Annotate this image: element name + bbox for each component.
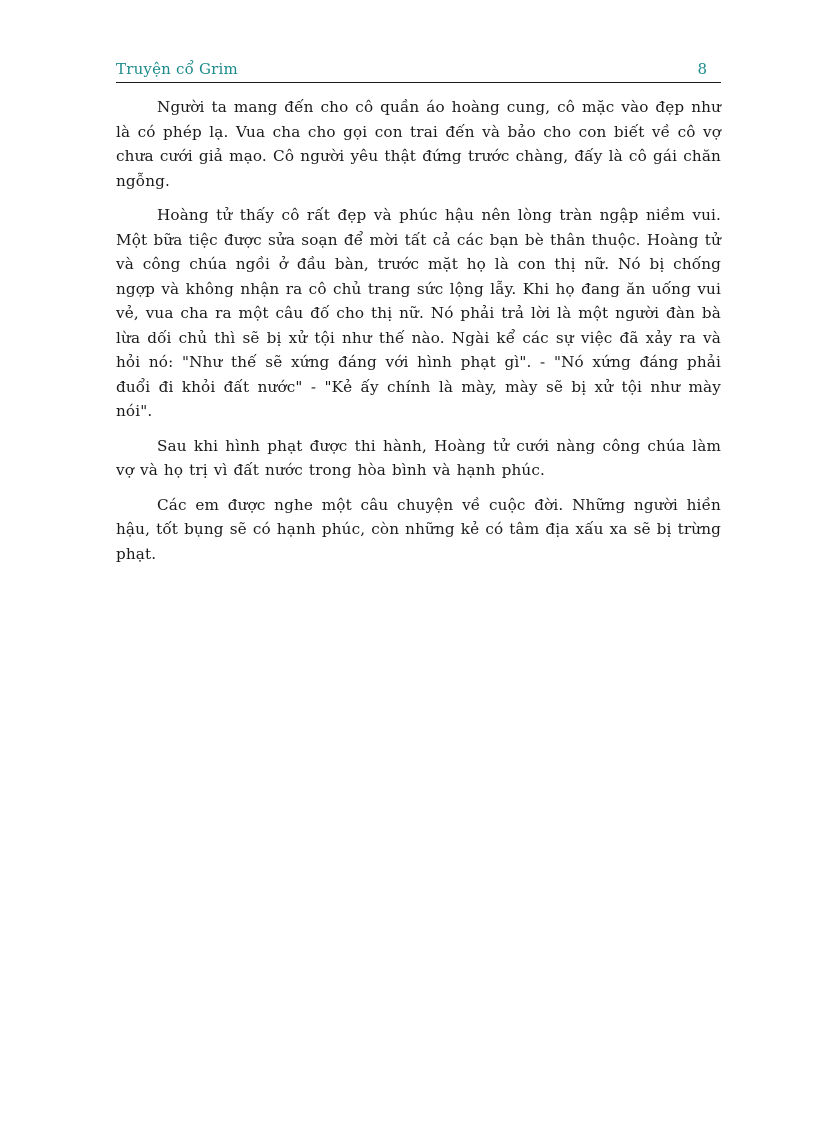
book-title: Truyện cổ Grim xyxy=(116,60,238,78)
page-header xyxy=(116,58,721,83)
paragraph: Hoàng tử thấy cô rất đẹp và phúc hậu nên lòng tràn ngập niềm vui. Một bữa tiệc được sửa soạn để mời tất cả các bạn bè thân thuộc. Hoàng tử và công chúa ngồi ở đầu bàn, trước mặt họ là con thị nữ. Nó bị chống ngợp và không nhận ra cô chủ trang sức lộng lẫy. Khi họ đang ăn uống vui vẻ, vua cha ra một câu đố cho thị nữ. Nó phải trả lời là một người đàn bà lừa dối chủ thì sẽ bị xử tội như thế nào. Ngài kể các sự việc đã xảy ra và hỏi nó: "Như thế sẽ xứng đáng với hình phạt gì". - "Nó xứng đáng phải đuổi đi khỏi đất nước" - "Kẻ ấy chính là mày, mày sẽ bị xử tội như mày nói". xyxy=(116,206,721,420)
paragraph: Người ta mang đến cho cô quần áo hoàng cung, cô mặc vào đẹp như là có phép lạ. Vua cha cho gọi con trai đến và bảo cho con biết về cô vợ chưa cưới giả mạo. Cô người yêu thật đứng trước chàng, đấy là cô gái chăn ngỗng. xyxy=(116,98,721,190)
paragraph: Sau khi hình phạt được thi hành, Hoàng tử cưới nàng công chúa làm vợ và họ trị vì đất nước trong hòa bình và hạnh phúc. xyxy=(116,436,721,479)
page-number: 8 xyxy=(697,60,707,78)
page-body xyxy=(116,95,721,576)
paragraph: Các em được nghe một câu chuyện về cuộc đời. Những người hiền hậu, tốt bụng sẽ có hạnh phúc, còn những kẻ có tâm địa xấu xa sẽ bị trừng phạt. xyxy=(116,495,721,563)
